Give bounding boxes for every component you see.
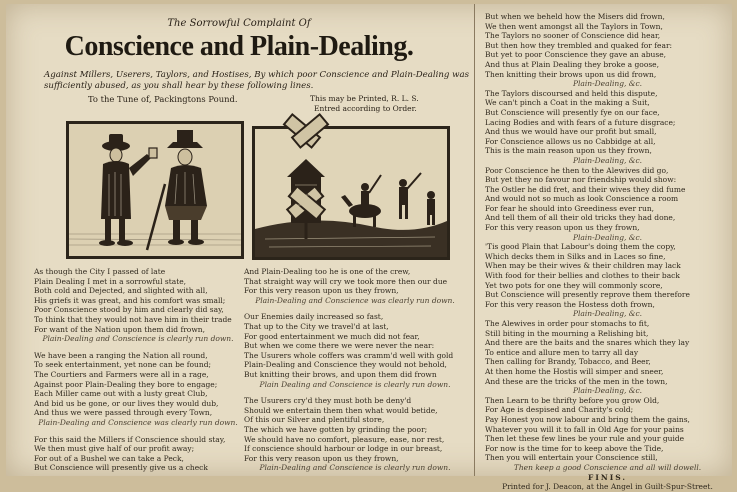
stanza-gap [34, 344, 242, 351]
entered-line: Entred according to Order. [314, 104, 417, 113]
refrain-line: Plain-Dealing and Conscience is clearly run down. [42, 334, 234, 344]
verse-line: The which we have gotten by grinding the poor; [244, 424, 428, 434]
verse-line: But Conscience will presently reprove them therefore [485, 290, 690, 300]
verse-line: For this said the Millers if Conscience should stay, [34, 434, 226, 444]
verse-line: Poor Conscience he then to the Alewives did go, [485, 165, 669, 175]
verse-line: For want of the Nation upon them did frown, [34, 324, 205, 334]
verse-line: The Usurers cry'd they must both be deny'd [244, 396, 412, 406]
verse-line: The Courtiers and Farmers were all in a rage, [34, 369, 209, 379]
verse-line: When may be their wives & their children may lack [485, 261, 681, 271]
verse-line: 'Tis good Plain that Labour's doing them the copy, [485, 242, 676, 252]
verse-line: Poor Conscience stood by him and clearly did say, [34, 305, 224, 315]
verse-line: The Ostler he did fret, and their wives they did fume [485, 184, 686, 194]
stanza-gap [244, 305, 466, 312]
text-column-3 [485, 12, 730, 492]
verse-line: But when we beheld how the Misers did frown, [485, 12, 665, 21]
license-line: This may be Printed, R. L. S. [310, 94, 419, 103]
verse-line: The Alewives in order pour stomachs to fit, [485, 319, 650, 328]
stanza-gap [34, 428, 242, 435]
verse-line: For good entertainment we much did not fear, [244, 331, 420, 341]
verse-line: Pay Honest you now labour and bring them the gains, [485, 414, 690, 424]
verse-line: For Conscience allows us no Cabbidge at all, [485, 136, 656, 146]
tune-line: To the Tune of, Packingtons Pound. [88, 94, 238, 104]
verse-line: To entice and allure men to tarry all day [485, 347, 639, 357]
verse-line: But knitting their brows, and upon them did frown [244, 369, 437, 379]
verse-line: But yet they no favour nor friendship would show: [485, 175, 677, 185]
verse-line: But then how they trembled and quaked for fear: [485, 40, 673, 50]
verse-line: Then you will entertain your Conscience still, [485, 453, 658, 463]
refrain-line: Plain-Dealing, &c. [572, 79, 643, 89]
refrain-line: Plain-Dealing and Conscience is clearly run down. [259, 463, 451, 473]
finis-mark: FINIS. [588, 472, 627, 482]
text-column-1 [34, 267, 242, 473]
verse-line: For now is the time for to keep above the Tide, [485, 443, 664, 453]
verse-line: Plain Dealing I met in a sorrowful state, [34, 276, 187, 286]
verse-line: Both cold and Dejected, and slighted with all, [34, 286, 208, 296]
verse-line: And there are the baits and the snares which they lay [485, 338, 690, 348]
broadside-sheet [6, 4, 732, 492]
verse-line: And tell them of all their old tricks they had done, [485, 213, 676, 223]
verse-line: And Plain-Dealing too he is one of the crew, [244, 267, 411, 276]
verse-line: The Usurers whole coffers was cramm'd well with gold [244, 350, 454, 360]
verse-line: For this very reason the Hostess doth frown, [485, 299, 655, 309]
verse-line: If conscience should harbour or lodge in our breast, [244, 444, 443, 454]
woodcut-windmill [252, 126, 450, 260]
verse-line: Then Learn to be thrifty before you grow Old, [485, 395, 660, 405]
license-block [310, 94, 419, 114]
verse-line: We can't pinch a Coat in the making a Suit, [485, 98, 650, 108]
verse-line: For this very reason upon us they frown, [244, 453, 399, 463]
verse-line: This is the main reason upon us they frown, [485, 146, 652, 156]
verse-line: And thus at Plain Dealing they broke a goose, [485, 59, 660, 69]
refrain-line: Plain-Dealing, &c. [572, 232, 643, 242]
verse-line: We should have no comfort, pleasure, ease, nor rest, [244, 434, 445, 444]
verse-line: But yet to poor Conscience they gave an abuse, [485, 50, 667, 60]
verse-line: As though the City I passed of late [34, 267, 166, 276]
verse-line: For fear he should into Greediness ever run, [485, 203, 655, 213]
verse-line: But Conscience will presently fye on our face, [485, 107, 660, 117]
subtitle: Against Millers, Userers, Taylors, and Hostises, By which poor Conscience and Plain-Dealing was sufficiently abused, as you shall hear by these following lines. [44, 70, 470, 91]
verse-line: Should we entertain them then what would betide, [244, 405, 438, 415]
verse-line: That straight way will cry we took more then our due [244, 276, 448, 286]
left-panel [6, 4, 472, 476]
verse-line: Then calling for Brandy, Tobacco, and Beer, [485, 357, 651, 367]
verse-line: And would not so much as look Conscience a room [485, 194, 679, 204]
refrain-line: Plain Dealing and Conscience is clearly run down. [259, 379, 451, 389]
verse-line: And thus we would have our profit but small, [485, 127, 657, 137]
refrain-line: Plain-Dealing, &c. [572, 155, 643, 165]
printer-imprint: Printed for J. Deacon, at the Angel in Guilt-Spur-Street. [502, 482, 713, 492]
verse-line: We then went amongst all the Taylors in Town, [485, 21, 663, 31]
verse-line: For Age is despised and Charity's cold; [485, 405, 634, 415]
verse-line: But Conscience will presently give us a check [34, 463, 208, 473]
verse-line: Each Miller came out with a lusty great Club, [34, 389, 208, 399]
verse-line: Whatever you will it to fall in Old Age for your pains [485, 424, 684, 434]
verse-line: The Taylors discoursed and held this dispute, [485, 88, 658, 98]
text-column-2 [244, 267, 466, 473]
refrain-line: Plain-Dealing and Conscience was clearly run down. [38, 417, 238, 427]
verse-line: For this very reason upon us they frown, [485, 223, 640, 233]
verse-line: With food for their bellies and clothes to their back [485, 271, 680, 281]
verse-line: That up to the City we travel'd at last, [244, 321, 389, 331]
right-panel [474, 4, 733, 492]
verse-line: Then let these few lines be your rule and your guide [485, 434, 685, 444]
refrain-line: Then keep a good Conscience and all will dowell. [513, 462, 702, 472]
verse-line: Lacing Bodies and with fears of a future disgrace; [485, 117, 676, 127]
stanza-gap [244, 389, 466, 396]
verse-line: For out of a Bushel we can take a Peck, [34, 453, 184, 463]
verse-line: Our Enemies daily increased so fast, [244, 312, 384, 322]
verse-line: But when we come there we were never the near: [244, 341, 435, 351]
ballad-title: Conscience and Plain-Dealing. [64, 31, 414, 62]
verse-line: We then must give half of our profit away; [34, 444, 195, 454]
refrain-line: Plain-Dealing, &c. [572, 386, 643, 396]
verse-line: To think that they would not have him in their trade [34, 314, 232, 324]
verse-line: Against poor Plain-Dealing they bore to engage; [34, 379, 218, 389]
woodcut-two-men [66, 121, 244, 259]
refrain-line: Plain-Dealing, &c. [572, 309, 643, 319]
verse-line: And thus we were passed through every Town, [34, 408, 213, 418]
refrain-line: Plain-Dealing and Conscience was clearly run down. [255, 295, 455, 305]
verse-line: We have been a ranging the Nation all round, [34, 350, 208, 360]
verse-line: Which decks them in Silks and in Laces so fine, [485, 251, 666, 261]
verse-line: And bid us be gone, or our lives they would dub, [34, 398, 219, 408]
verse-line: The Taylors no sooner of Conscience did hear, [485, 31, 661, 41]
verse-line: His griefs it was great, and his comfort was small; [34, 295, 226, 305]
verse-line: Yet two pots for one they will commonly score, [485, 280, 663, 290]
verse-line: Then knitting their brows upon us did frown, [485, 69, 657, 79]
verse-line: For this very reason upon us they frown, [244, 286, 399, 296]
verse-line: At then home the Hostis will simper and sneer, [485, 366, 664, 376]
verse-line: Still biting in the mourning a Relishing bit, [485, 328, 649, 338]
verse-line: Plain-Dealing and Conscience they would not behold, [244, 360, 447, 370]
verse-line: Of this our Silver and plentiful store, [244, 415, 385, 425]
verse-line: And these are the tricks of the men in the town, [485, 376, 668, 386]
pre-title: The Sorrowful Complaint Of [167, 18, 311, 29]
verse-line: To seek entertainment, yet none can be found; [34, 360, 212, 370]
